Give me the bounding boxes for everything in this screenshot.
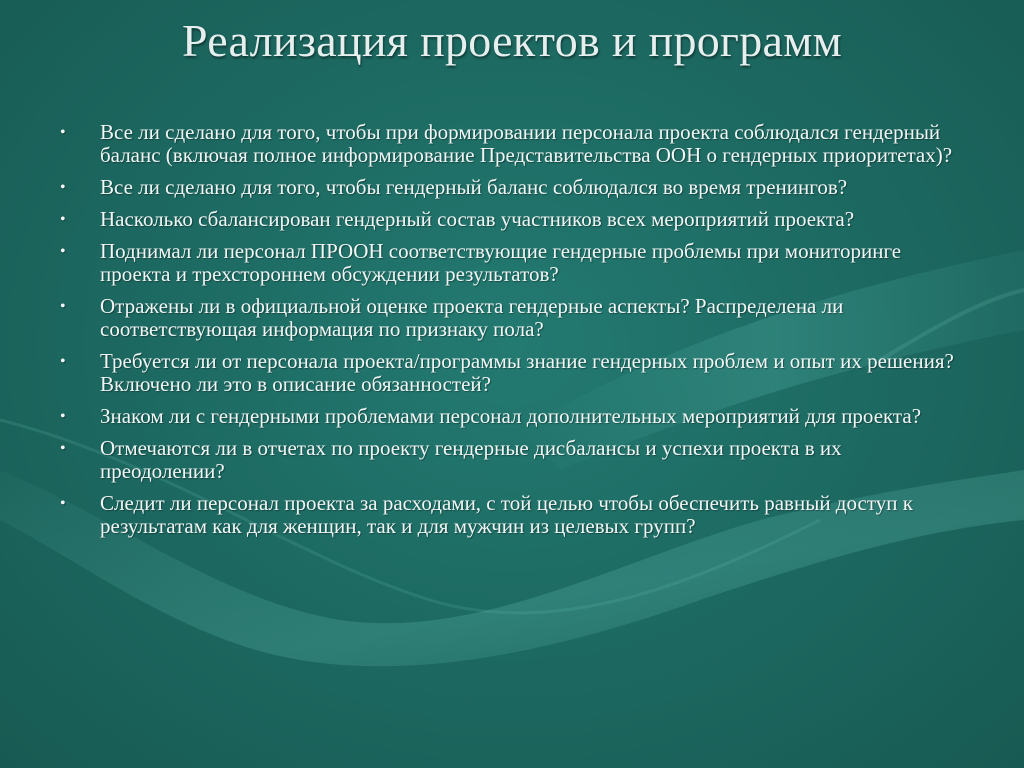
- list-item: [58, 176, 968, 199]
- bullet-icon: •: [60, 179, 66, 196]
- bullet-icon: •: [60, 495, 66, 512]
- bullet-icon: •: [60, 124, 66, 141]
- list-item: [58, 240, 968, 286]
- list-item-text: Отражены ли в официальной оценке проекта гендерные аспекты? Распределена ли соответствующая информация по признаку пола?: [100, 294, 844, 341]
- bullet-icon: •: [60, 408, 66, 425]
- list-item-text: Все ли сделано для того, чтобы гендерный баланс соблюдался во время тренингов?: [100, 175, 848, 199]
- list-item: [58, 437, 968, 483]
- bullet-icon: •: [60, 298, 66, 315]
- list-item: [58, 350, 968, 396]
- list-item-text: Знаком ли с гендерными проблемами персонал дополнительных мероприятий для проекта?: [100, 404, 922, 428]
- list-item-text: Насколько сбалансирован гендерный состав участников всех мероприятий проекта?: [100, 207, 855, 231]
- bullet-icon: •: [60, 353, 66, 370]
- list-item: [58, 492, 968, 538]
- list-item-text: Все ли сделано для того, чтобы при формировании персонала проекта соблюдался гендерный баланс (включая полное информирование Представительства ООН о гендерных приоритетах)?: [100, 120, 953, 167]
- bullet-icon: •: [60, 211, 66, 228]
- list-item: [58, 208, 968, 231]
- list-item: [58, 405, 968, 428]
- list-item-text: Следит ли персонал проекта за расходами, с той целью чтобы обеспечить равный доступ к результатам как для женщин, так и для мужчин из целевых групп?: [100, 491, 913, 538]
- bullet-icon: •: [60, 440, 66, 457]
- list-item: [58, 295, 968, 341]
- list-item-text: Поднимал ли персонал ПРООН соответствующие гендерные проблемы при мониторинге проекта и трехстороннем обсуждении результатов?: [100, 239, 902, 286]
- list-item-text: Отмечаются ли в отчетах по проекту гендерные дисбалансы и успехи проекта в их преодолении?: [100, 436, 842, 483]
- bullet-list: [58, 121, 968, 547]
- bullet-icon: •: [60, 243, 66, 260]
- list-item: [58, 121, 968, 167]
- slide-title: Реализация проектов и программ: [181, 15, 843, 66]
- list-item-text: Требуется ли от персонала проекта/программы знание гендерных проблем и опыт их решения? Включено ли это в описание обязанностей?: [100, 349, 954, 396]
